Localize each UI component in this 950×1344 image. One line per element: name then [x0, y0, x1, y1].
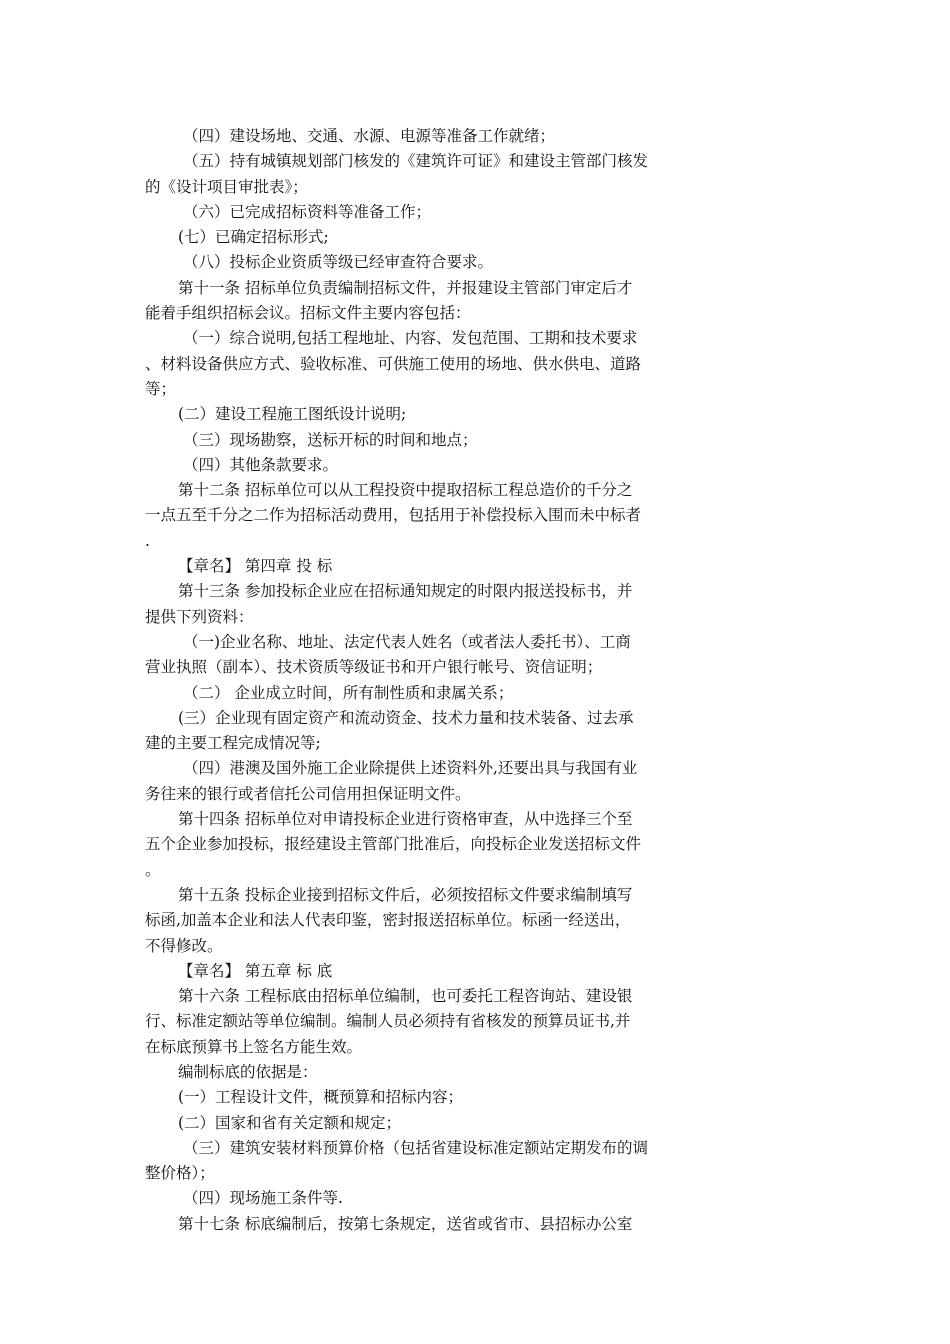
text-line: 【章名】 第四章 投 标	[178, 557, 333, 576]
text-line: 建的主要工程完成情况等;	[145, 734, 321, 753]
text-line: (七）已确定招标形式;	[178, 228, 329, 247]
text-line: (一）工程设计文件，概预算和招标内容；	[178, 1088, 464, 1107]
text-line: （二） 企业成立时间，所有制性质和隶属关系；	[183, 683, 514, 702]
text-line: 第十五条 投标企业接到招标文件后，必须按招标文件要求编制填写	[178, 885, 633, 904]
document-body	[145, 124, 685, 1237]
text-line: （四）建设场地、交通、水源、电源等准备工作就绪；	[183, 127, 556, 145]
text-line: （五）持有城镇规划部门核发的《建筑许可证》和建设主管部门核发	[183, 152, 649, 171]
text-line: 提供下列资料：	[145, 607, 254, 626]
text-line: （六）已完成招标资料等准备工作；	[183, 202, 432, 221]
text-line: 一点五至千分之二作为招标活动费用，包括用于补偿投标入围而未中标者	[145, 506, 642, 525]
text-line: 等；	[145, 379, 177, 398]
text-line: （四）港澳及国外施工企业除提供上述资料外,还要出具与我国有业	[183, 759, 638, 778]
text-line: 不得修改。	[145, 936, 223, 955]
text-line: （八）投标企业资质等级已经审查符合要求。	[183, 253, 494, 272]
text-line: 能着手组织招标会议。招标文件主要内容包括：	[145, 304, 471, 323]
text-line: 标函,加盖本企业和法人代表印鉴，密封报送招标单位。标函一经送出，	[145, 911, 631, 930]
text-line: （三）现场勘察，送标开标的时间和地点；	[183, 430, 478, 449]
text-line: （四）其他条款要求。	[183, 455, 339, 474]
text-line: 行、标准定额站等单位编制。编制人员必须持有省核发的预算员证书,并	[145, 1012, 631, 1031]
text-line: 第十四条 招标单位对申请投标企业进行资格审查，从中选择三个至	[178, 810, 633, 829]
text-line: （一)企业名称、地址、法定代表人姓名（或者法人委托书）、工商	[183, 632, 631, 651]
text-line: 务往来的银行或者信托公司信用担保证明文件。	[145, 784, 471, 803]
text-line: （一）综合说明,包括工程地址、内容、发包范围、工期和技术要求	[183, 329, 638, 348]
text-line: .	[145, 531, 150, 550]
text-line: 。	[145, 860, 161, 879]
text-line: 的《设计项目审批表》；	[145, 177, 308, 196]
text-line: (二）建设工程施工图纸设计说明;	[178, 405, 407, 424]
text-line: (二）国家和省有关定额和规定；	[178, 1113, 402, 1132]
text-line: 第十三条 参加投标企业应在招标通知规定的时限内报送投标书，并	[178, 582, 633, 601]
text-line: 【章名】 第五章 标 底	[178, 961, 333, 980]
text-line: 、材料设备供应方式、验收标准、可供施工使用的场地、供水供电、道路	[145, 354, 642, 373]
text-line: 五个企业参加投标，报经建设主管部门批准后，向投标企业发送招标文件	[145, 835, 642, 854]
text-line: 第十一条 招标单位负责编制招标文件，并报建设主管部门审定后才	[178, 278, 633, 297]
text-line: 第十七条 标底编制后，按第七条规定，送省或省市、县招标办公室	[178, 1214, 633, 1233]
text-line: （四）现场施工条件等.	[183, 1189, 343, 1208]
text-line: 营业执照（副本）、技术资质等级证书和开户银行帐号、资信证明；	[145, 658, 603, 677]
text-line: （三）建筑安装材料预算价格（包括省建设标准定额站定期发布的调	[183, 1138, 649, 1157]
text-line: 整价格）；	[145, 1164, 215, 1183]
text-line: 在标底预算书上签名方能生效。	[145, 1037, 363, 1056]
text-line: 第十二条 招标单位可以从工程投资中提取招标工程总造价的千分之	[178, 481, 633, 500]
text-line: 编制标底的依据是：	[178, 1062, 318, 1081]
text-line: (三）企业现有固定资产和流动资金、技术力量和技术装备、过去承	[178, 708, 634, 727]
text-line: 第十六条 工程标底由招标单位编制，也可委托工程咨询站、建设银	[178, 987, 633, 1006]
